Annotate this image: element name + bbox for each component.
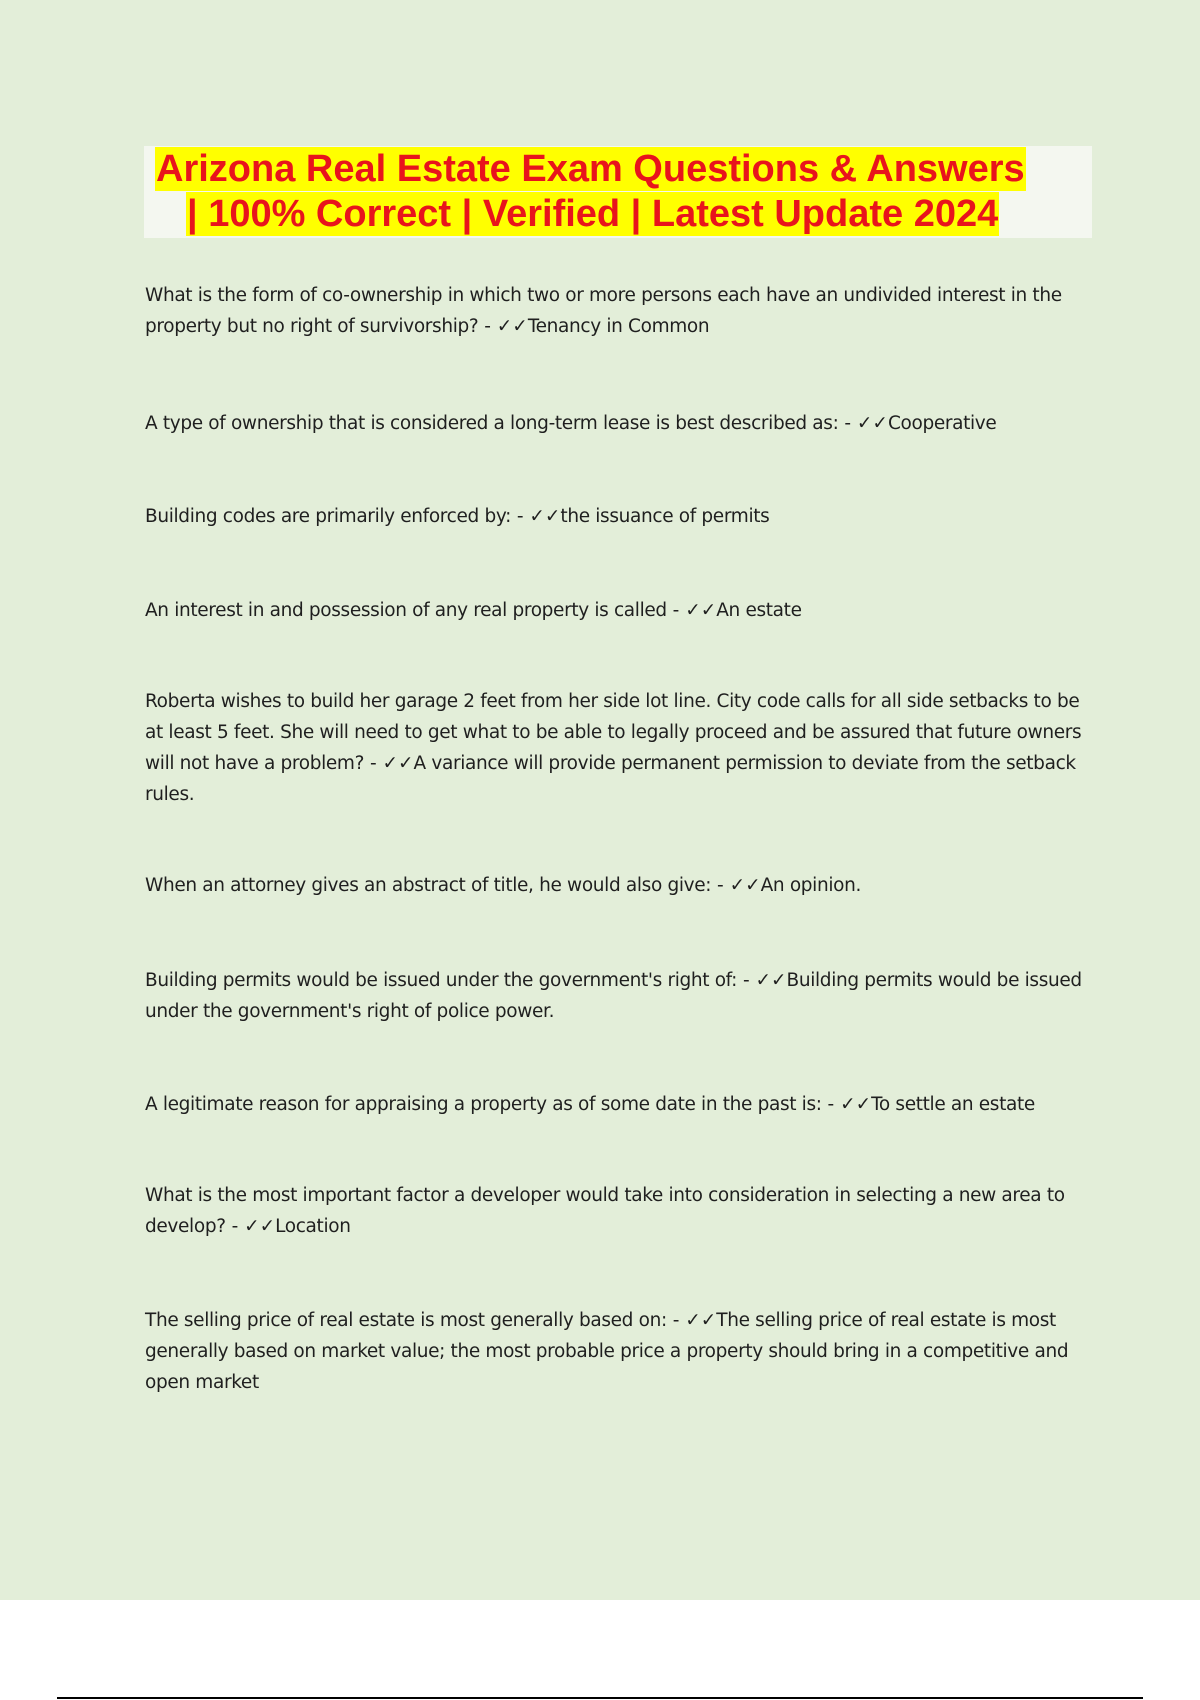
qa-question: What is the form of co-ownership in which two or more persons each have an undivided interest in the property but no right of survivorship?	[145, 285, 1062, 337]
qa-answer: The selling price of real estate is most generally based on market value; the most probable price a property should bring in a competitive and open market	[145, 1310, 1069, 1393]
footer-rule	[57, 1697, 1143, 1699]
qa-item-6	[145, 870, 1095, 901]
answer-marker: - ✓✓	[666, 600, 717, 621]
qa-answer: To settle an estate	[871, 1094, 1035, 1115]
qa-answer: Location	[275, 1216, 351, 1237]
qa-answer: the issuance of permits	[560, 506, 770, 527]
answer-marker: - ✓✓	[821, 1094, 872, 1115]
qa-item-1	[145, 280, 1095, 342]
qa-item-5	[145, 686, 1095, 810]
qa-answer: Cooperative	[887, 413, 997, 434]
document-title-line-2: | 100% Correct | Verified | Latest Update 2024	[187, 193, 999, 235]
qa-question: Roberta wishes to build her garage 2 feet from her side lot line. City code calls for all side setbacks to be at least 5 feet. She will need to get what to be able to legally proceed and be assured that future owners will not have a problem?	[145, 691, 1082, 774]
qa-question: A legitimate reason for appraising a property as of some date in the past is:	[145, 1094, 822, 1115]
qa-question: Building codes are primarily enforced by:	[145, 506, 511, 527]
answer-marker: - ✓✓	[666, 1310, 717, 1331]
qa-item-3	[145, 501, 1095, 532]
qa-item-4	[145, 595, 1095, 626]
document-title-line-1: Arizona Real Estate Exam Questions & Answers	[156, 148, 1025, 190]
answer-marker: - ✓✓	[225, 1216, 276, 1237]
answer-marker: - ✓✓	[838, 413, 888, 434]
qa-question: An interest in and possession of any real property is called	[145, 600, 667, 621]
qa-answer: Tenancy in Common	[527, 316, 710, 337]
qa-item-7	[145, 965, 1095, 1027]
answer-marker: - ✓✓	[364, 753, 414, 774]
answer-marker: - ✓✓	[711, 875, 761, 896]
answer-marker: - ✓✓	[737, 970, 787, 991]
qa-item-9	[145, 1180, 1095, 1242]
qa-question: What is the most important factor a developer would take into consideration in selecting a new area to develop?	[145, 1185, 1065, 1237]
qa-question: Building permits would be issued under the government's right of:	[145, 970, 738, 991]
qa-question: A type of ownership that is considered a long-term lease is best described as:	[145, 413, 839, 434]
qa-item-8	[145, 1089, 1095, 1120]
qa-question: When an attorney gives an abstract of title, he would also give:	[145, 875, 712, 896]
qa-item-10	[145, 1305, 1095, 1398]
answer-marker: - ✓✓	[510, 506, 561, 527]
qa-question: The selling price of real estate is most generally based on:	[145, 1310, 667, 1331]
qa-item-2	[145, 408, 1095, 439]
qa-answer: An opinion.	[760, 875, 862, 896]
qa-answer: An estate	[716, 600, 802, 621]
qa-answer: A variance will provide permanent permission to deviate from the setback rules.	[145, 753, 1076, 805]
qa-answer: Building permits would be issued under the government's right of police power.	[145, 970, 1082, 1022]
answer-marker: - ✓✓	[478, 316, 528, 337]
